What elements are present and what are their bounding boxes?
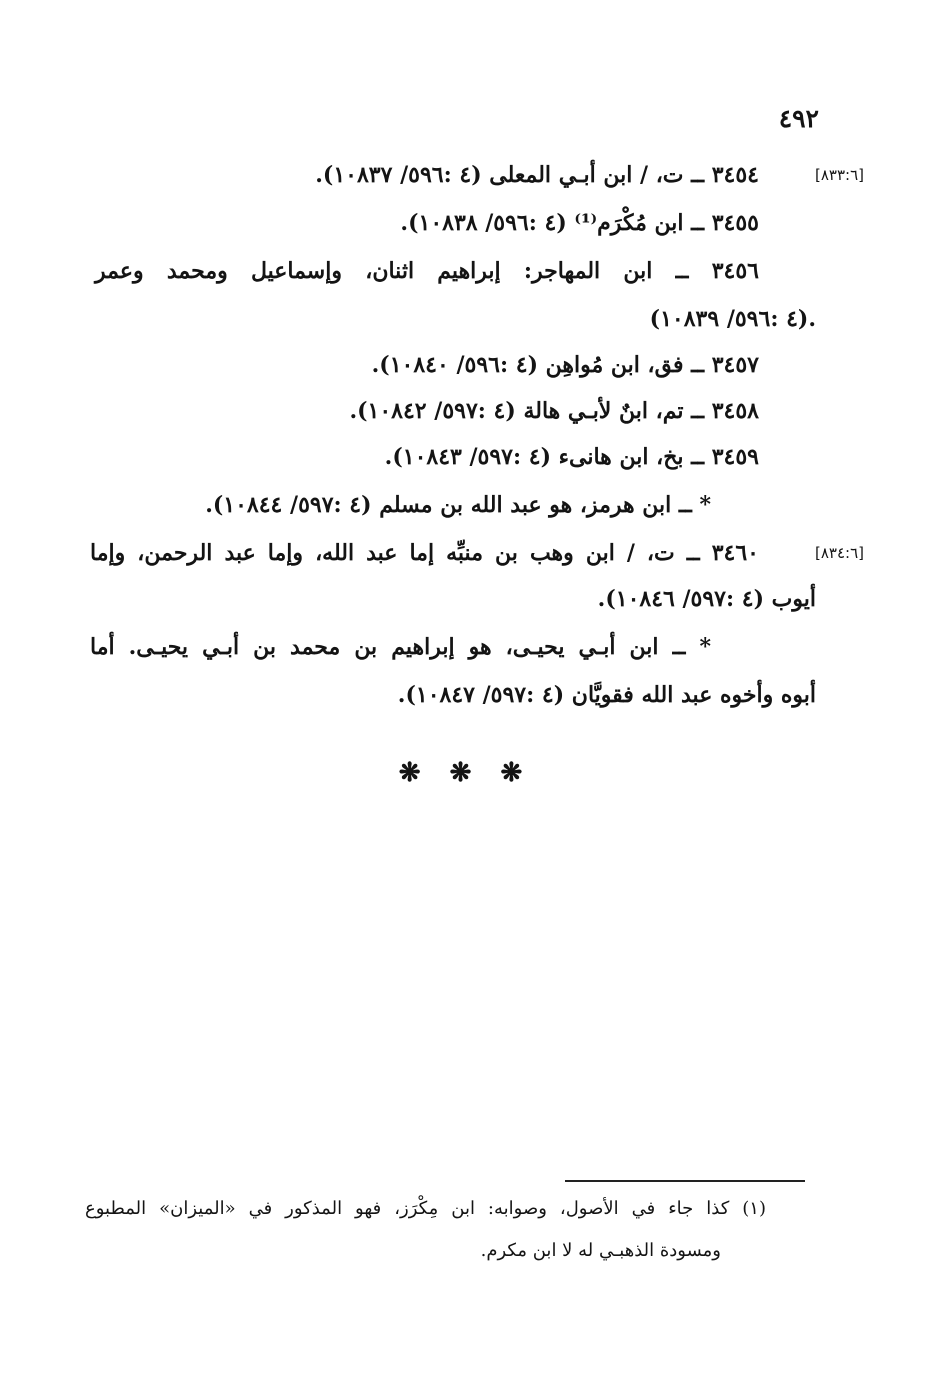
entry-line-continuation: أبوه وأخوه عبد الله فقويَّان (٤ :٥٩٧/ ١٠٨٤٧).	[397, 682, 816, 708]
page-number: ٤٩٢	[778, 104, 819, 133]
entry-line-continuation: أيوب (٤ :٥٩٧/ ١٠٨٤٦).	[597, 586, 816, 612]
section-separator: ❋ ❋ ❋	[398, 758, 533, 788]
footnote-line: (١) كذا جاء في الأصول، وصوابه: ابن مِكْرَز، فهو المذكور في «الميزان» المطبوع	[85, 1198, 766, 1219]
entry-line: ٣٤٥٧ ــ فق، ابن مُواهِن (٤ :٥٩٦/ ١٠٨٤٠).	[371, 352, 759, 378]
entry-line: ٣٤٥٩ ــ بخ، ابن هانىء (٤ :٥٩٧/ ١٠٨٤٣).	[384, 444, 759, 470]
entry-line-continuation: (٤ :٥٩٦/ ١٠٨٣٩).	[649, 306, 816, 332]
entry-line-crossref: * ــ ابن أبـي يحيـى، هو إبراهيم بن محمد بن أبـي يحيـى. أما	[90, 634, 711, 660]
entry-line: ٣٤٥٦ ــ ابن المهاجر: إبراهيم اثنان، وإسماعيل ومحمد وعمر	[95, 258, 759, 284]
entry-line: ٣٤٥٨ ــ تم، ابنٌ لأبـي هالة (٤ :٥٩٧/ ١٠٨٤٢).	[349, 398, 759, 424]
entry-line: ٣٤٦٠ ــ ت، / ابن وهب بن منبِّه إما عبد الله، وإما عبد الرحمن، وإما	[90, 540, 759, 566]
margin-reference: [٨٣٣:٦]	[815, 166, 864, 184]
footnote-line: ومسودة الذهبـي له لا ابن مكرم.	[480, 1240, 721, 1261]
entry-line-crossref: * ــ ابن هرمز، هو عبد الله بن مسلم (٤ :٥٩٧/ ١٠٨٤٤).	[205, 492, 711, 518]
footnote-divider	[565, 1180, 805, 1182]
entry-line: ٣٤٥٤ ــ ت، / ابن أبـي المعلى (٤ :٥٩٦/ ١٠٨٣٧).	[315, 162, 759, 188]
margin-reference: [٨٣٤:٦]	[815, 544, 864, 562]
entry-line: ٣٤٥٥ ــ ابن مُكْرَم⁽¹⁾ (٤ :٥٩٦/ ١٠٨٣٨).	[400, 210, 759, 236]
